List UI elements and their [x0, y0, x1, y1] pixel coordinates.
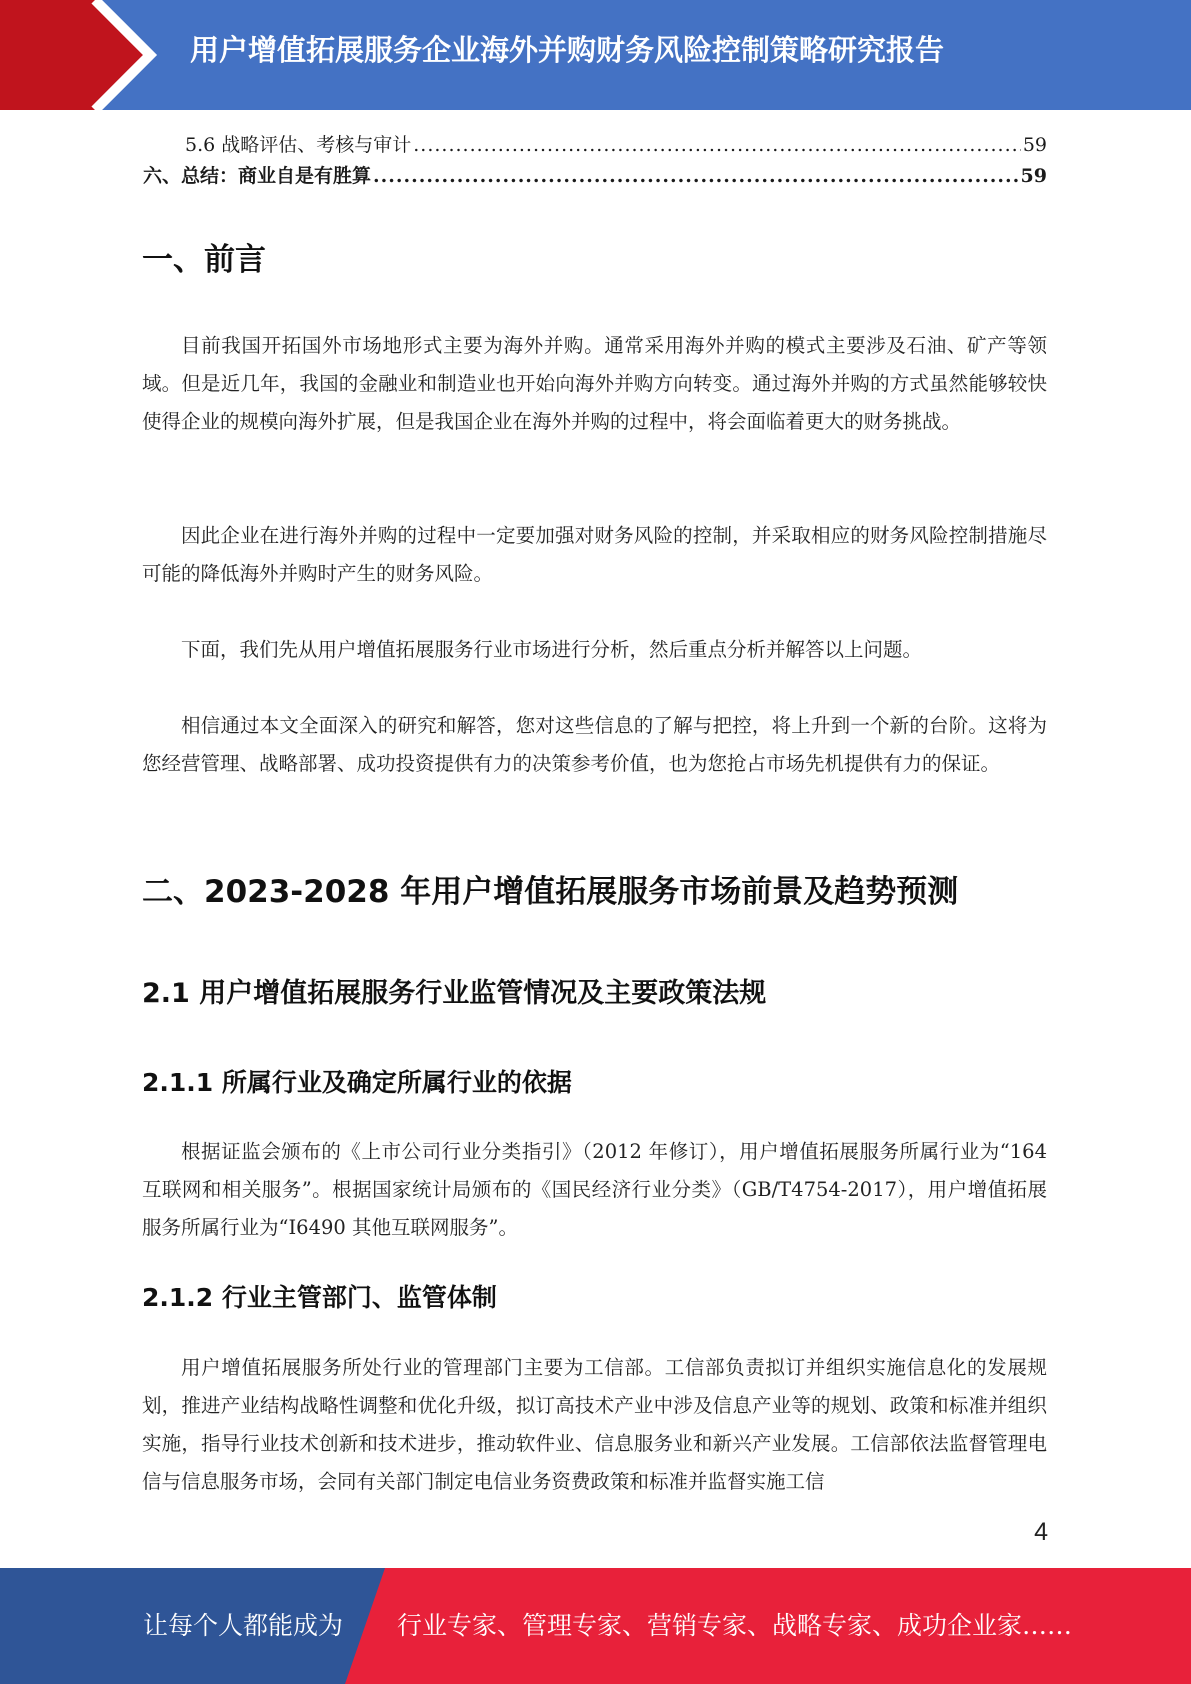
toc-entry[interactable] — [143, 161, 1047, 188]
footer-slogan-right: 行业专家、管理专家、营销专家、战略专家、成功企业家…… — [397, 1611, 1073, 1640]
header-red-chevron — [0, 0, 150, 110]
paragraph: 因此企业在进行海外并购的过程中一定要加强对财务风险的控制，并采取相应的财务风险控制措施尽可能的降低海外并购时产生的财务风险。 — [142, 524, 1047, 585]
page-number: 4 — [1034, 1518, 1048, 1546]
toc-entry[interactable] — [185, 130, 1047, 157]
page-header — [0, 0, 1191, 110]
subsection-heading: 2.1 用户增值拓展服务行业监管情况及主要政策法规 — [142, 978, 767, 1009]
toc-entry-page: 59 — [1022, 134, 1047, 156]
report-title: 用户增值拓展服务企业海外并购财务风险控制策略研究报告 — [190, 33, 945, 67]
toc-entry-label: 六、总结：商业自是有胜算 — [143, 165, 372, 187]
paragraph: 相信通过本文全面深入的研究和解答，您对这些信息的了解与把控，将上升到一个新的台阶。这将为您经营管理、战略部署、成功投资提供有力的决策参考价值，也为您抢占市场先机提供有力的保证。 — [142, 714, 1047, 775]
toc-entry-label: 5.6 战略评估、考核与审计 — [185, 134, 412, 156]
subsubsection-heading: 2.1.1 所属行业及确定所属行业的依据 — [142, 1068, 572, 1097]
page-footer — [0, 1568, 1191, 1684]
toc-entry-page: 59 — [1020, 165, 1047, 187]
section-heading-preface: 一、前言 — [142, 242, 266, 278]
subsubsection-heading: 2.1.2 行业主管部门、监管体制 — [142, 1283, 497, 1312]
paragraph: 根据证监会颁布的《上市公司行业分类指引》（2012 年修订），用户增值拓展服务所属行业为“164 互联网和相关服务”。根据国家统计局颁布的《国民经济行业分类》（GB/T4754-2017），用户增值拓展服务所属行业为“I6490 其他互联网服务”。 — [142, 1140, 1047, 1239]
section-heading-forecast: 二、2023-2028 年用户增值拓展服务市场前景及趋势预测 — [142, 874, 959, 910]
paragraph: 下面，我们先从用户增值拓展服务行业市场进行分析，然后重点分析并解答以上问题。 — [181, 638, 923, 661]
paragraph: 目前我国开拓国外市场地形式主要为海外并购。通常采用海外并购的模式主要涉及石油、矿产等领域。但是近几年，我国的金融业和制造业也开始向海外并购方向转变。通过海外并购的方式虽然能够较快使得企业的规模向海外扩展，但是我国企业在海外并购的过程中，将会面临着更大的财务挑战。 — [142, 334, 1047, 433]
paragraph: 用户增值拓展服务所处行业的管理部门主要为工信部。工信部负责拟订并组织实施信息化的发展规划，推进产业结构战略性调整和优化升级，拟订高技术产业中涉及信息产业等的规划、政策和标准并组织实施，指导行业技术创新和技术进步，推动软件业、信息服务业和新兴产业发展。工信部依法监督管理电信与信息服务市场，会同有关部门制定电信业务资费政策和标准并监督实施工信 — [142, 1356, 1047, 1493]
toc-leader-dots — [373, 165, 1019, 187]
toc-leader-dots — [413, 134, 1021, 156]
footer-slogan-left: 让每个人都能成为 — [143, 1611, 344, 1640]
